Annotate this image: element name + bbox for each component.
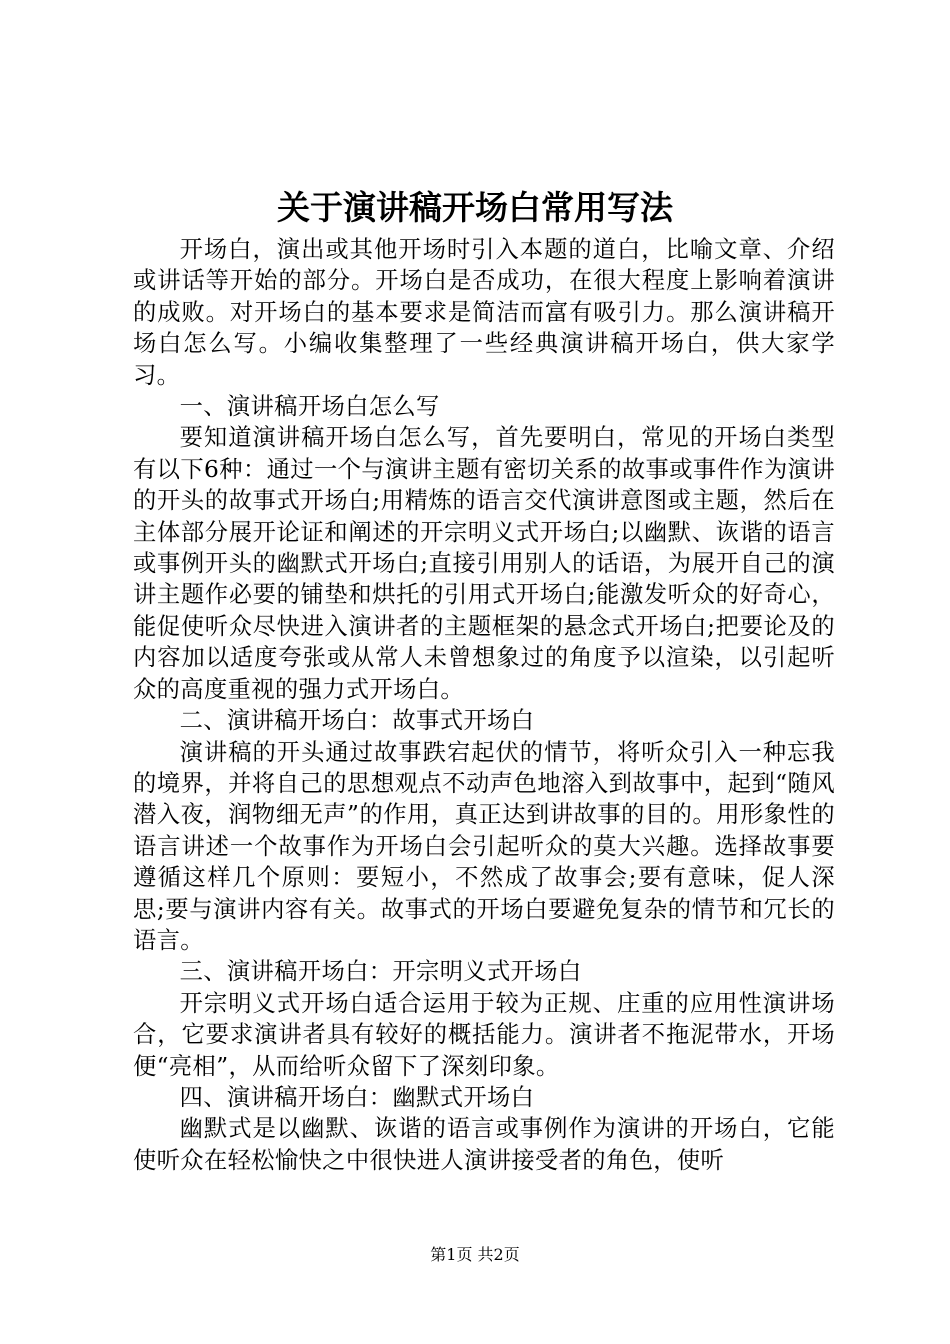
paragraph-section-1: 要知道演讲稿开场白怎么写，首先要明白，常见的开场白类型有以下6种：通过一个与演讲主题有密切关系的故事或事件作为演讲的开头的故事式开场白;用精炼的语言交代演讲意图或主题，然后在主体部分展开论证和阐述的开宗明义式开场白;以幽默、诙谐的语言或事例开头的幽默式开场白;直接引用别人的话语，为展开自己的演讲主题作必要的铺垫和烘托的引用式开场白;能激发听众的好奇心，能促使听众尽快进入演讲者的主题框架的悬念式开场白;把要论及的内容加以适度夸张或从常人未曾想象过的角度予以渲染，以引起听众的高度重视的强力式开场白。 (133, 424, 835, 703)
document-body (133, 234, 835, 1176)
paragraph-intro: 开场白，演出或其他开场时引入本题的道白，比喻文章、介绍或讲话等开始的部分。开场白是否成功，在很大程度上影响着演讲的成败。对开场白的基本要求是简洁而富有吸引力。那么演讲稿开场白怎么写。小编收集整理了一些经典演讲稿开场白，供大家学习。 (133, 236, 835, 389)
paragraph-section-3: 开宗明义式开场白适合运用于较为正规、庄重的应用性演讲场合，它要求演讲者具有较好的概括能力。演讲者不拖泥带水，开场便“亮相”，从而给听众留下了深刻印象。 (133, 989, 835, 1080)
paragraph-section-2: 演讲稿的开头通过故事跌宕起伏的情节，将听众引入一种忘我的境界，并将自己的思想观点不动声色地溶入到故事中，起到“随风潜入夜，润物细无声”的作用，真正达到讲故事的目的。用形象性的语言讲述一个故事作为开场白会引起听众的莫大兴趣。选择故事要遵循这样几个原则：要短小，不然成了故事会;要有意味，促人深思;要与演讲内容有关。故事式的开场白要避免复杂的情节和冗长的语言。 (133, 738, 835, 954)
document-title: 关于演讲稿开场白常用写法 (277, 188, 673, 227)
section-heading-2: 二、演讲稿开场白：故事式开场白 (179, 707, 535, 735)
section-heading-4: 四、演讲稿开场白：幽默式开场白 (179, 1083, 535, 1111)
paragraph-section-4: 幽默式是以幽默、诙谐的语言或事例作为演讲的开场白，它能使听众在轻松愉快之中很快进人演讲接受者的角色，使听 (133, 1115, 835, 1174)
section-heading-3: 三、演讲稿开场白：开宗明义式开场白 (179, 958, 582, 986)
section-heading-1: 一、演讲稿开场白怎么写 (179, 393, 440, 421)
page-footer: 第1页 共2页 (430, 1245, 520, 1264)
